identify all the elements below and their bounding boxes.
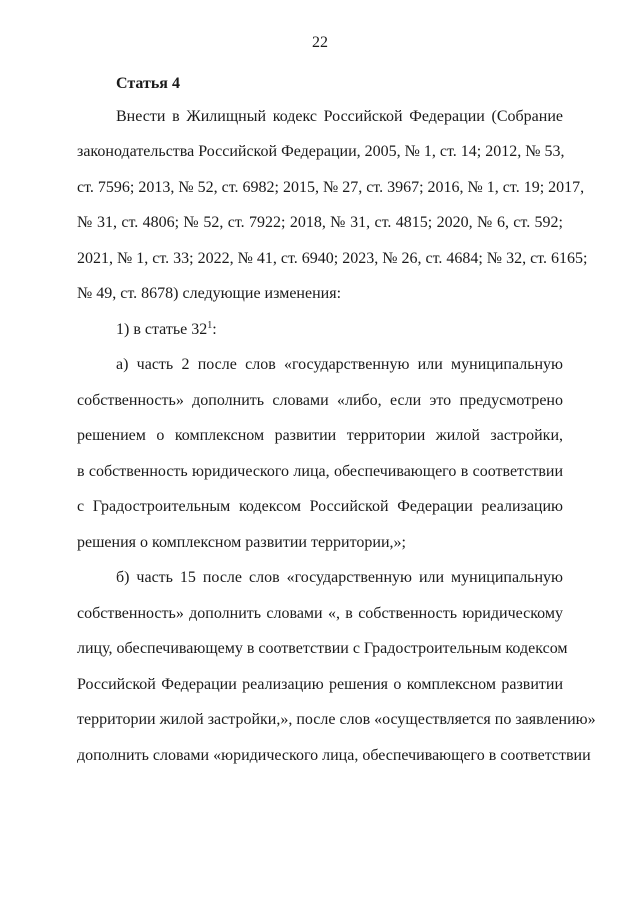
paragraph-line: Российской Федерации реализацию решения о комплексном развитии [77, 676, 563, 693]
list-item-suffix: : [212, 321, 217, 338]
paragraph-line: ст. 7596; 2013, № 52, ст. 6982; 2015, № 27, ст. 3967; 2016, № 1, ст. 19; 2017, [77, 179, 585, 196]
list-item-heading [116, 320, 563, 340]
page-number: 22 [312, 34, 328, 51]
paragraph-line: № 31, ст. 4806; № 52, ст. 7922; 2018, № 31, ст. 4815; 2020, № 6, ст. 592; [77, 214, 563, 231]
paragraph-line: законодательства Российской Федерации, 2005, № 1, ст. 14; 2012, № 53, [77, 143, 565, 160]
paragraph-line: б) часть 15 после слов «государственную или муниципальную [116, 569, 563, 586]
paragraph-line: 2021, № 1, ст. 33; 2022, № 41, ст. 6940; 2023, № 26, ст. 4684; № 32, ст. 6165; [77, 250, 588, 267]
paragraph-line: решения о комплексном развитии территории,»; [77, 534, 406, 551]
paragraph-line: лицу, обеспечивающему в соответствии с Градостроительным кодексом [77, 640, 568, 657]
paragraph-line: территории жилой застройки,», после слов «осуществляется по заявлению» [77, 711, 596, 728]
paragraph-line: собственность» дополнить словами «либо, если это предусмотрено [77, 392, 563, 409]
paragraph-line: собственность» дополнить словами «, в собственность юридическому [77, 605, 563, 622]
list-item-prefix: 1) в статье 32 [116, 321, 208, 338]
paragraph-line: Внести в Жилищный кодекс Российской Федерации (Собрание [116, 108, 563, 125]
article-title: Статья 4 [116, 75, 180, 92]
paragraph-line: № 49, ст. 8678) следующие изменения: [77, 285, 342, 302]
paragraph-line: а) часть 2 после слов «государственную или муниципальную [116, 356, 563, 373]
paragraph-line: с Градостроительным кодексом Российской Федерации реализацию [77, 498, 563, 515]
paragraph-line: решением о комплексном развитии территории жилой застройки, [77, 427, 563, 444]
paragraph-line: дополнить словами «юридического лица, обеспечивающего в соответствии [77, 747, 591, 764]
superscript: 1 [207, 320, 213, 331]
paragraph-line: в собственность юридического лица, обеспечивающего в соответствии [77, 463, 563, 480]
